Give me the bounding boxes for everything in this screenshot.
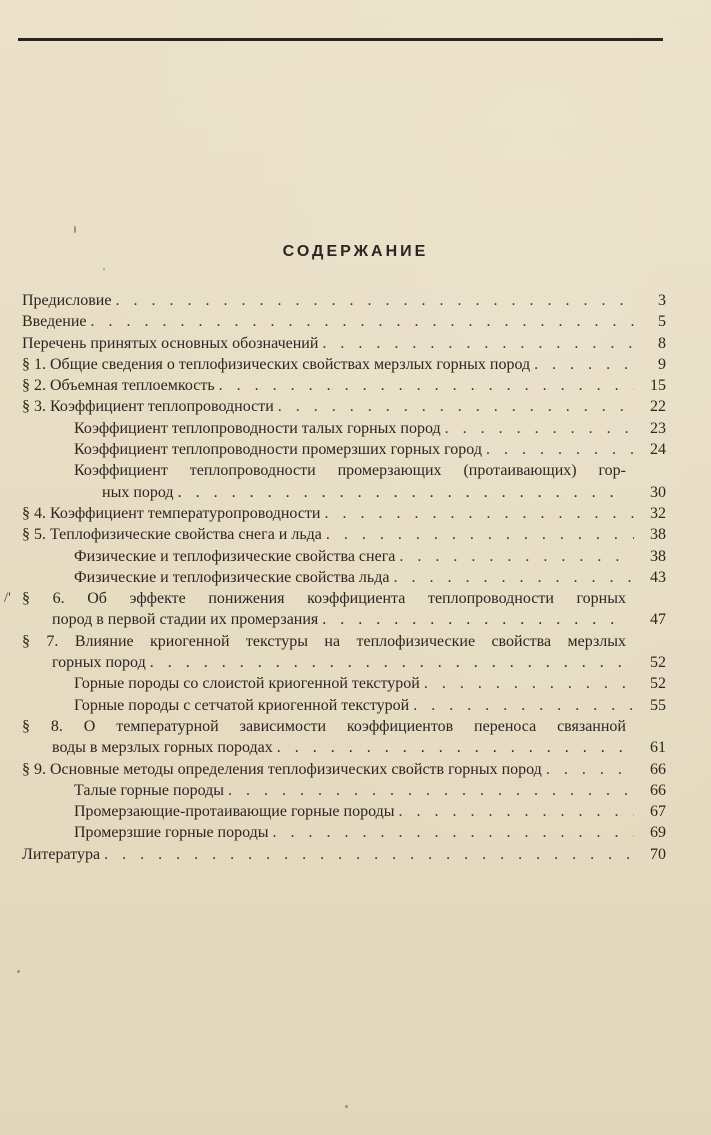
toc-entry-page: 22 <box>650 398 666 416</box>
toc-entry-page: 67 <box>650 803 666 821</box>
toc-entry-page: 23 <box>650 419 666 437</box>
toc-entry <box>22 396 666 417</box>
speck <box>103 268 105 270</box>
toc-entry-title: Промерзающие-протаивающие горные породы <box>74 803 395 821</box>
toc-subentry <box>22 546 666 567</box>
toc-entry-page: 15 <box>650 377 666 395</box>
toc-entry <box>22 375 666 396</box>
toc-entry <box>22 716 666 759</box>
dot-leader <box>324 503 634 524</box>
toc-entry-page: 43 <box>650 568 666 586</box>
toc-subentry <box>22 460 666 503</box>
dot-leader <box>104 844 634 865</box>
toc-entry-title: Коэффициент теплопроводности промерзающих (протаивающих) гор- <box>74 462 626 480</box>
toc-entry-page: 3 <box>658 292 666 309</box>
dot-leader <box>399 546 634 567</box>
toc-entry-title: § 1. Общие сведения о теплофизических свойствах мерзлых горных пород <box>22 355 531 373</box>
dot-leader <box>534 354 634 375</box>
dot-leader <box>150 652 622 673</box>
dot-leader <box>178 482 622 503</box>
toc-subentry <box>22 780 666 801</box>
toc-entry-title: Горные породы со слоистой криогенной текстурой <box>74 675 420 693</box>
dot-leader <box>278 396 634 417</box>
dot-leader <box>273 822 634 843</box>
toc-entry-title: Литература <box>22 845 101 863</box>
toc-entry <box>4 588 666 631</box>
dot-leader <box>393 567 634 588</box>
toc-entry-page: 52 <box>650 654 666 672</box>
toc-subentry <box>22 439 666 460</box>
toc-entry-title: Физические и теплофизические свойства снега <box>74 547 396 565</box>
toc-entry-page: 55 <box>650 696 666 714</box>
toc-entry-page: 69 <box>650 824 666 842</box>
dot-leader <box>322 333 634 354</box>
toc-entry-title: § 4. Коэффициент температуропроводности <box>22 504 321 522</box>
dot-leader <box>445 418 634 439</box>
toc-entry-title-cont: ных пород <box>102 483 174 501</box>
dot-leader <box>219 375 634 396</box>
toc-entry-page: 8 <box>658 334 666 352</box>
toc-entry-page: 32 <box>650 504 666 522</box>
toc-entry <box>22 503 666 524</box>
toc-entry <box>22 759 666 780</box>
toc-entry <box>22 290 666 311</box>
toc-entry-page: 47 <box>650 611 666 629</box>
top-rule <box>18 38 663 41</box>
toc-entry-title: § 8. О температурной зависимости коэффициентов переноса связанной <box>22 717 626 735</box>
toc-entry-title-cont: пород в первой стадии их промерзания <box>52 611 319 629</box>
toc-subentry <box>22 695 666 716</box>
toc-entry-title: § 3. Коэффициент теплопроводности <box>22 398 274 416</box>
toc-entry <box>22 524 666 545</box>
toc-entry-title: § 5. Теплофизические свойства снега и льда <box>22 526 322 544</box>
page-title: СОДЕРЖАНИЕ <box>282 243 429 260</box>
toc-entry-title: § 2. Объемная теплоемкость <box>22 377 215 395</box>
toc-entry-page: 9 <box>658 355 666 373</box>
toc-entry-title: Коэффициент теплопроводности промерзших горных город <box>74 441 482 459</box>
toc-entry-page: 66 <box>650 781 666 799</box>
toc-entry-page: 61 <box>650 739 666 757</box>
dot-leader <box>322 609 622 630</box>
dot-leader <box>424 673 634 694</box>
toc-entry-page: 24 <box>650 441 666 459</box>
speck <box>74 226 76 233</box>
toc-entry-title: Горные породы с сетчатой криогенной текстурой <box>74 696 410 714</box>
toc-entry <box>22 311 666 332</box>
dot-leader <box>115 290 634 311</box>
dot-leader <box>228 780 634 801</box>
toc-entry-title: Введение <box>22 313 87 331</box>
toc-subentry <box>22 567 666 588</box>
speck <box>345 1105 348 1108</box>
toc-entry-page: 70 <box>650 845 666 863</box>
dot-leader <box>486 439 634 460</box>
toc-subentry <box>22 418 666 439</box>
toc-subentry <box>22 822 666 843</box>
toc-entry-title: Предисловие <box>22 292 112 309</box>
toc-entry-page: 5 <box>658 313 666 331</box>
toc-subentry <box>22 801 666 822</box>
dot-leader <box>413 695 634 716</box>
dot-leader <box>546 759 634 780</box>
toc-entry-title: Талые горные породы <box>74 781 225 799</box>
toc-entry <box>22 631 666 674</box>
toc-subentry <box>22 673 666 694</box>
toc-entry-continuation <box>22 737 626 758</box>
toc-entry-title-cont: воды в мерзлых горных породах <box>52 739 273 757</box>
toc-entry-page: 30 <box>650 483 666 501</box>
toc-entry-title: § 9. Основные методы определения теплофизических свойств горных пород <box>22 760 542 778</box>
toc-entry-title: Коэффициент теплопроводности талых горных пород <box>74 419 441 437</box>
toc-entry <box>22 844 666 865</box>
toc-entry <box>22 354 666 375</box>
toc-entry <box>22 333 666 354</box>
speck <box>17 970 20 973</box>
toc-entry-title: Физические и теплофизические свойства льда <box>74 568 390 586</box>
toc-entry-title: Перечень принятых основных обозначений <box>22 334 319 352</box>
toc-entry-page: 38 <box>650 547 666 565</box>
toc-entry-continuation <box>22 482 626 503</box>
toc-entry-title: § 6. Об эффекте понижения коэффициента теплопроводности горных <box>22 590 626 608</box>
dot-leader <box>91 311 635 332</box>
toc-entry-continuation <box>22 609 626 630</box>
toc-entry-page: 66 <box>650 760 666 778</box>
toc-entry-title-cont: горных пород <box>52 654 146 672</box>
toc-entry-page: 38 <box>650 526 666 544</box>
toc-entry-continuation <box>22 652 626 673</box>
toc-entry-title: § 7. Влияние криогенной текстуры на теплофизические свойства мерзлых <box>22 632 626 650</box>
handwritten-check-mark: /' <box>4 590 11 607</box>
toc-entry-page: 52 <box>650 675 666 693</box>
dot-leader <box>326 524 634 545</box>
toc-entry-title: Промерзшие горные породы <box>74 824 269 842</box>
dot-leader <box>399 801 634 822</box>
dot-leader <box>277 737 622 758</box>
table-of-contents <box>4 290 666 865</box>
